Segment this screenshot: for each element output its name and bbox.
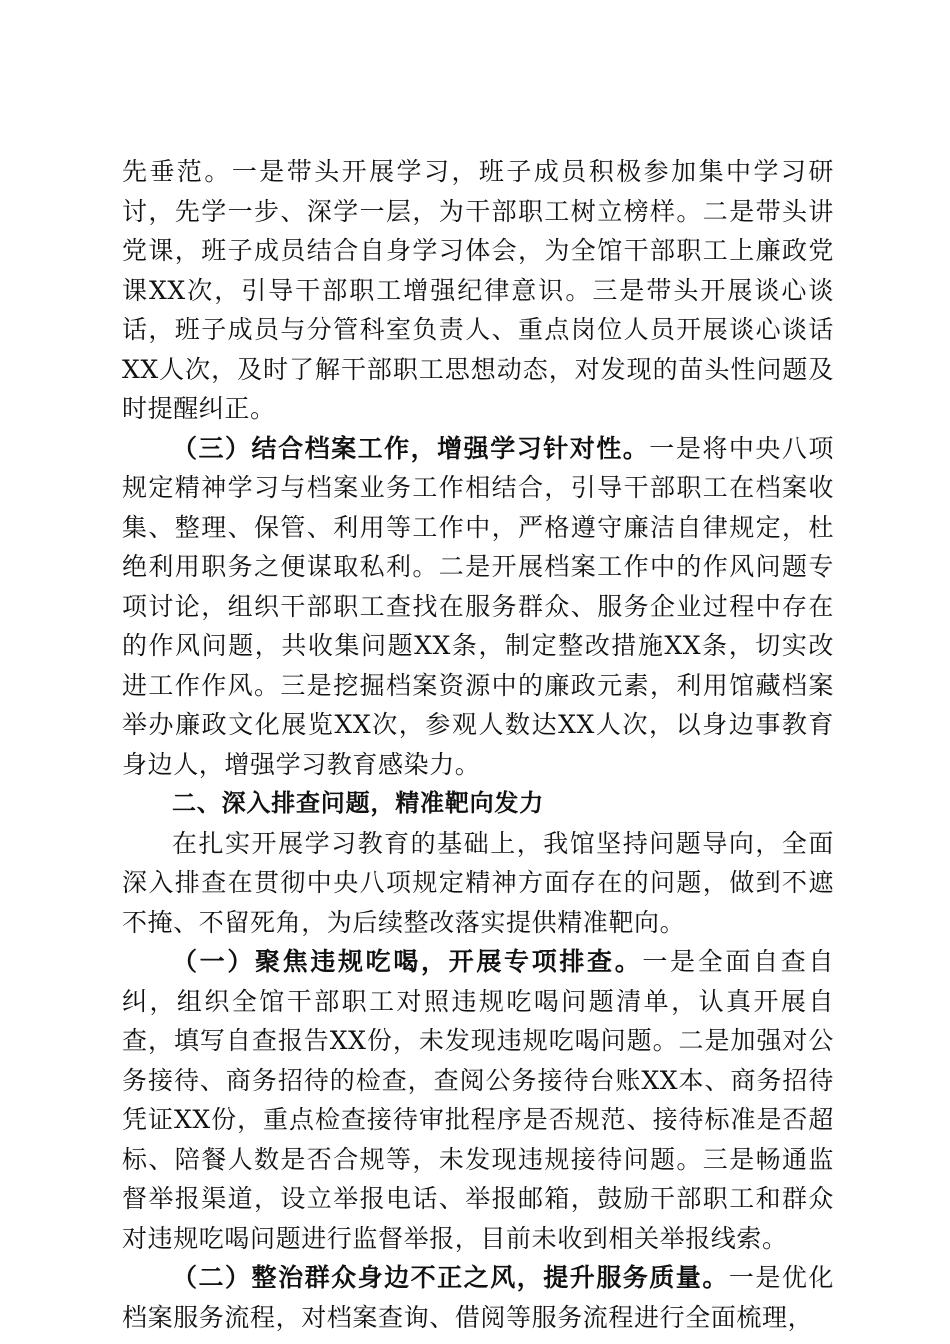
paragraph-text: 一是全面自查自纠，组织全馆干部职工对照违规吃喝问题清单，认真开展自查，填写自查报告XX份，未发现违规吃喝问题。二是加强对公务接待、商务招待的检查，查阅公务接待台账XX本、商务招待凭证XX份，重点检查接待审批程序是否规范、接待标准是否超标、陪餐人数是否合规等，未发现违规接待问题。三是畅通监督举报渠道，设立举报电话、举报邮箱，鼓励干部职工和群众对违规吃喝问题进行监督举报，目前未收到相关举报线索。	[122, 947, 835, 1253]
paragraph-role-model	[122, 152, 834, 429]
paragraph-archive-work	[122, 429, 834, 785]
paragraph-intro-investigate	[122, 824, 834, 943]
paragraph-text: 先垂范。一是带头开展学习，班子成员积极参加集中学习研讨，先学一步、深学一层，为干部职工树立榜样。二是带头讲党课，班子成员结合自身学习体会，为全馆干部职工上廉政党课XX次，引导干部职工增强纪律意识。三是带头开展谈心谈话，班子成员与分管科室负责人、重点岗位人员开展谈心谈话XX人次，及时了解干部职工思想动态，对发现的苗头性问题及时提醒纠正。	[122, 157, 834, 423]
sub-heading-archive-work: （三）结合档案工作，增强学习针对性。	[172, 433, 650, 463]
paragraph-text: 在扎实开展学习教育的基础上，我馆坚持问题导向，全面深入排查在贯彻中央八项规定精神方面存在的问题，做到不遮不掩、不留死角，为后续整改落实提供精准靶向。	[122, 828, 834, 937]
section-heading-investigate: 二、深入排查问题，精准靶向发力	[172, 789, 544, 817]
sub-heading-dining-inspection: （一）聚焦违规吃喝，开展专项排查。	[172, 947, 643, 976]
paragraph-dining-inspection	[122, 942, 834, 1258]
sub-heading-service-quality: （二）整治群众身边不正之风，提升服务质量。	[172, 1263, 729, 1292]
paragraph-service-quality	[122, 1258, 834, 1337]
paragraph-text: 一是将中央八项规定精神学习与档案业务工作相结合，引导干部职工在档案收集、整理、保管、利用等工作中，严格遵守廉洁自律规定，杜绝利用职务之便谋取私利。二是开展档案工作中的作风问题专项讨论，组织干部职工查找在服务群众、服务企业过程中存在的作风问题，共收集问题XX条，制定整改措施XX条，切实改进工作作风。三是挖掘档案资源中的廉政元素，利用馆藏档案举办廉政文化展览XX次，参观人数达XX人次，以身边事教育身边人，增强学习教育感染力。	[122, 433, 834, 779]
document-body	[122, 152, 834, 1337]
paragraph-text: 一是优化档案服务流程，对档案查询、借阅等服务流程进行全面梳理，	[122, 1263, 834, 1332]
